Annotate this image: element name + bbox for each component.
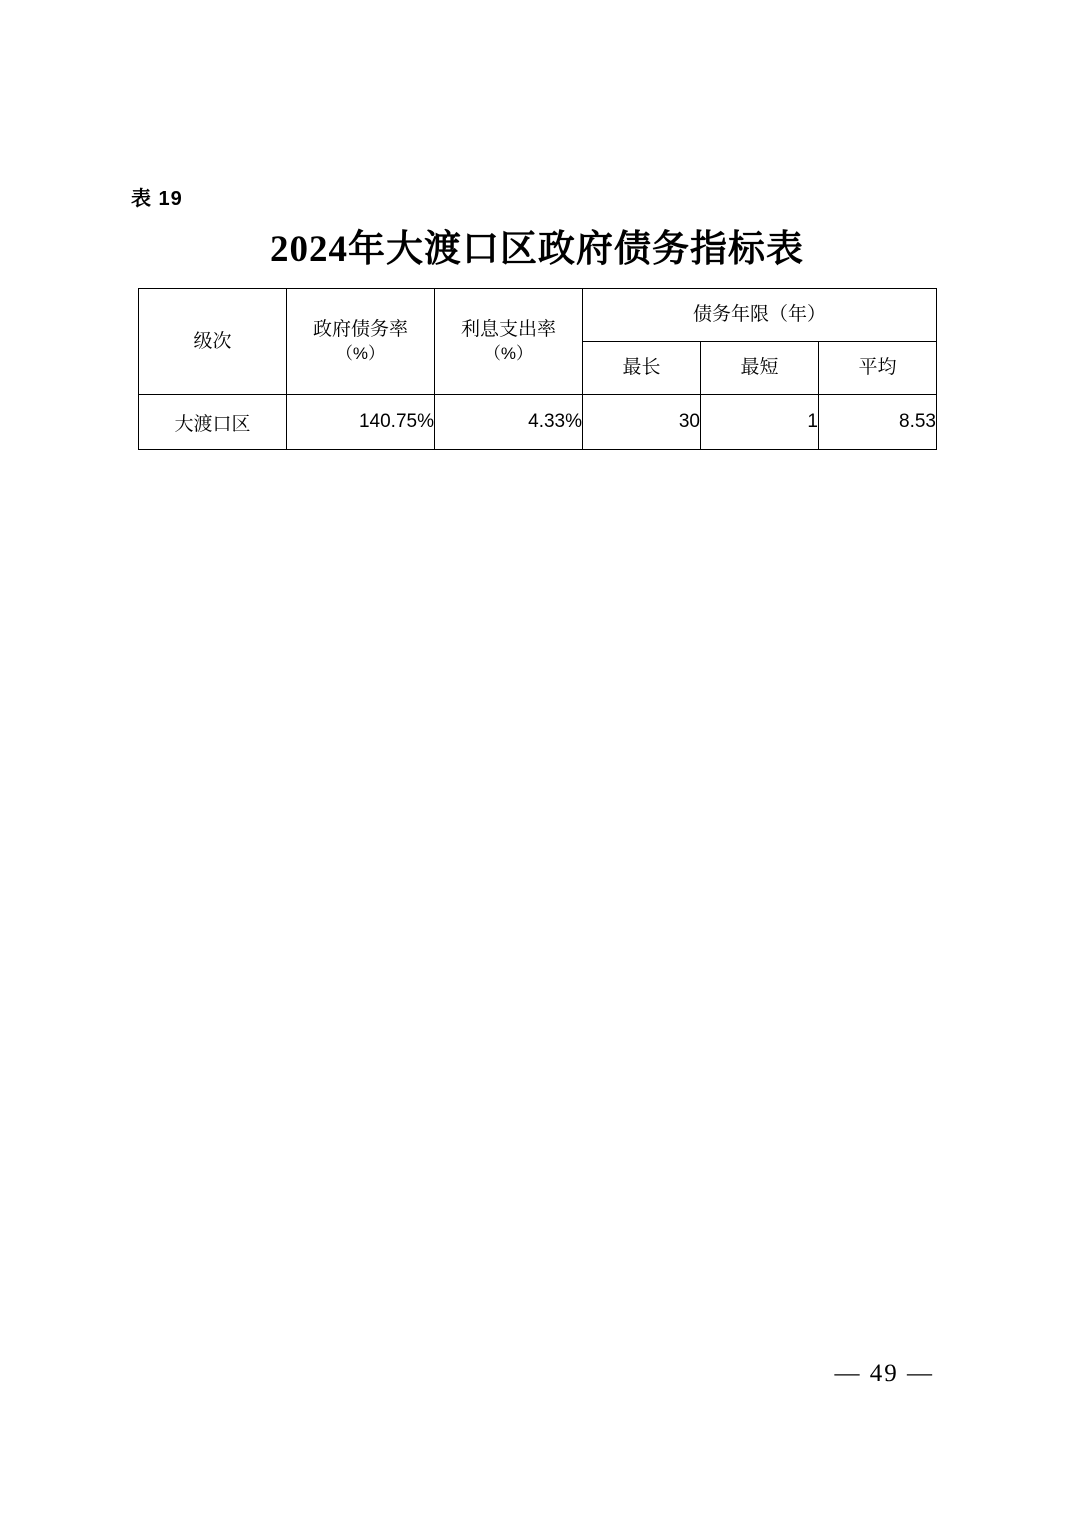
- header-debt-ratio: [287, 289, 435, 395]
- header-debt-ratio-text: 政府债务率: [312, 319, 408, 341]
- header-term-longest: 最长: [583, 342, 701, 395]
- debt-indicator-table-wrapper: [138, 288, 936, 450]
- header-interest-ratio-text: 利息支出率: [460, 319, 556, 341]
- table-label: 表 19: [131, 188, 183, 210]
- cell-debt-ratio: 140.75%: [287, 395, 435, 450]
- cell-interest-ratio: 4.33%: [435, 395, 583, 450]
- header-interest-ratio-unit: （%）: [483, 343, 534, 363]
- page-number: — 49 —: [834, 1360, 934, 1387]
- header-debt-ratio-unit: （%）: [335, 343, 386, 363]
- table-row: [139, 395, 937, 450]
- header-term-average: 平均: [819, 342, 937, 395]
- header-term-group: 债务年限（年）: [583, 289, 937, 342]
- cell-term-shortest: 1: [701, 395, 819, 450]
- cell-term-longest: 30: [583, 395, 701, 450]
- table-header-row-primary: [139, 289, 937, 342]
- cell-term-average: 8.53: [819, 395, 937, 450]
- page-title: 2024年大渡口区政府债务指标表: [270, 229, 804, 270]
- header-term-shortest: 最短: [701, 342, 819, 395]
- header-interest-ratio: [435, 289, 583, 395]
- cell-level: 大渡口区: [139, 395, 287, 450]
- debt-indicator-table: [138, 288, 937, 450]
- header-level: 级次: [139, 289, 287, 395]
